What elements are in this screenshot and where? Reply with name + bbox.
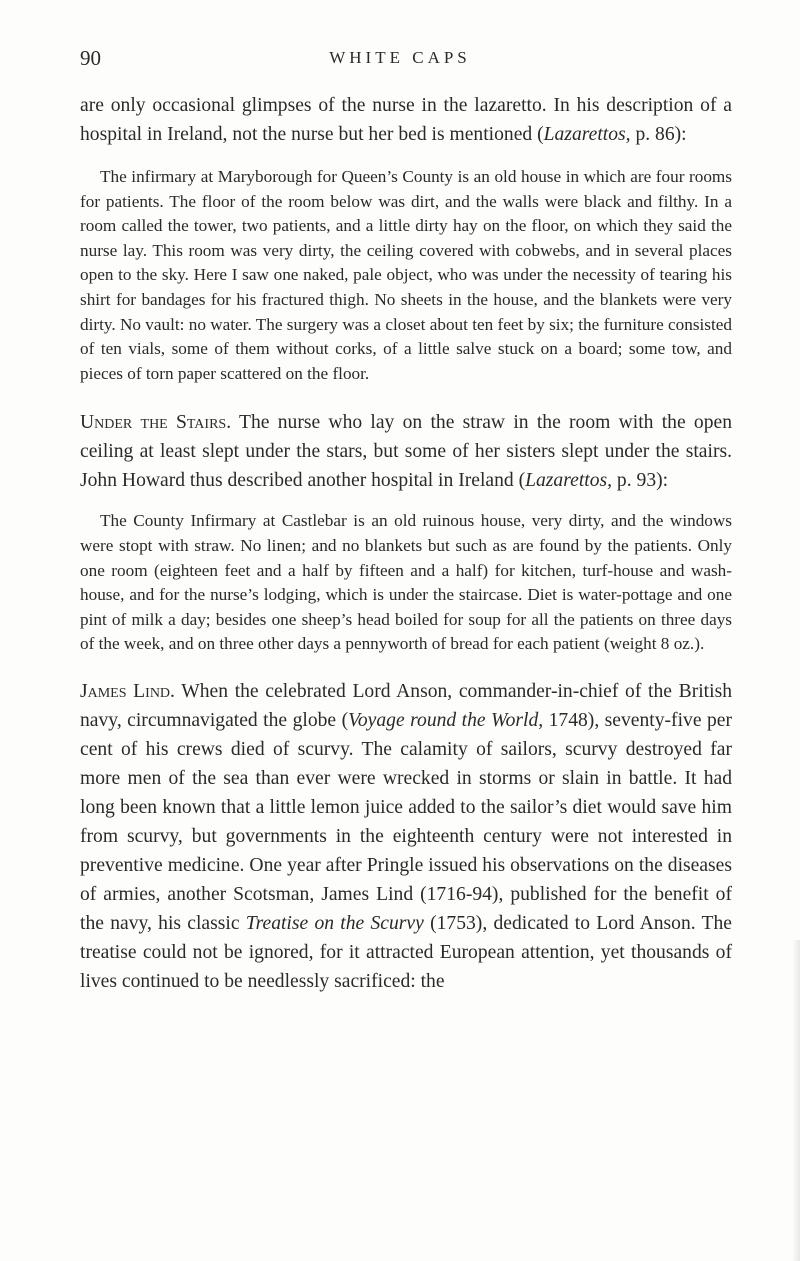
- quote-castlebar: The County Infirmary at Castlebar is an old ruinous house, very dirty, and the windows were stopt with straw. No linen; and no blankets but such as are found by the patients. Only one room (eighteen feet and a half by fifteen and a half) for kitchen, turf-house and wash-house, and for the nurse’s lodging, which is under the staircase. Diet is water-pottage and one pint of milk a day; besides one sheep’s head boiled for soup for all the patients on three days of the week, and on three other days a pennyworth of bread for each patient (weight 8 oz.).: [80, 511, 732, 654]
- page-header: [80, 46, 720, 76]
- quote-maryborough: The infirmary at Maryborough for Queen’s County is an old house in which are four rooms for patients. The floor of the room below was dirt, and the walls were black and filthy. In a room called the tower, two patients, and a little dirty hay on the floor, on which they said the nurse lay. This room was very dirty, the ceiling covered with cobwebs, and in several places open to the sky. Here I saw one naked, pale object, who was under the necessity of tearing his shirt for bandages for his fractured thigh. No sheets in the house, and the blankets were very dirty. No vault: no water. The surgery was a closet about ten feet by six; the furniture consisted of ten vials, some of them without corks, of a little salve stuck on a board; some tow, and pieces of torn paper scattered on the floor.: [80, 167, 732, 383]
- page-body: [80, 91, 732, 996]
- section-heading-james-lind: James Lind.: [80, 680, 175, 702]
- page-edge-shadow: [792, 940, 800, 1261]
- citation-voyage: Voyage round the World,: [348, 709, 544, 731]
- citation-lazarettos-2: Lazarettos,: [525, 470, 613, 492]
- citation-lazarettos: Lazarettos,: [543, 124, 631, 145]
- paragraph-intro: are only occasional glimpses of the nurse in the lazaretto. In his description of a hospital in Ireland, not the nurse but her bed is mentioned (Lazarettos, p. 86):: [80, 95, 732, 145]
- page-number: 90: [80, 46, 101, 70]
- paragraph-james-lind: James Lind. When the celebrated Lord Anson, commander-in-chief of the British navy, circumnavigated the globe (Voyage round the World, 1748), seventy-five per cent of his crews died of scurvy. The calamity of sailors, scurvy destroyed far more men of the sea than ever were wrecked in storms or slain in battle. It had long been known that a little lemon juice added to the sailor’s diet would save him from scurvy, but governments in the eighteenth century were not interested in preventive medicine. One year after Pringle issued his observations on the diseases of armies, another Scotsman, James Lind (1716-94), published for the benefit of the navy, his classic Treatise on the Scurvy (1753), dedicated to Lord Anson. The treatise could not be ignored, for it attracted European attention, yet thousands of lives continued to be needlessly sacrificed: the: [80, 680, 733, 992]
- paragraph-under-the-stairs: Under the Stairs. The nurse who lay on the straw in the room with the open ceiling at least slept under the stars, but some of her sisters slept under the stairs. John Howard thus described another hospital in Ireland (Lazarettos, p. 93):: [80, 412, 732, 492]
- citation-treatise: Treatise on the Scurvy: [245, 912, 424, 934]
- section-heading-under-the-stairs: Under the Stairs.: [80, 412, 232, 434]
- running-head: WHITE CAPS: [329, 48, 471, 67]
